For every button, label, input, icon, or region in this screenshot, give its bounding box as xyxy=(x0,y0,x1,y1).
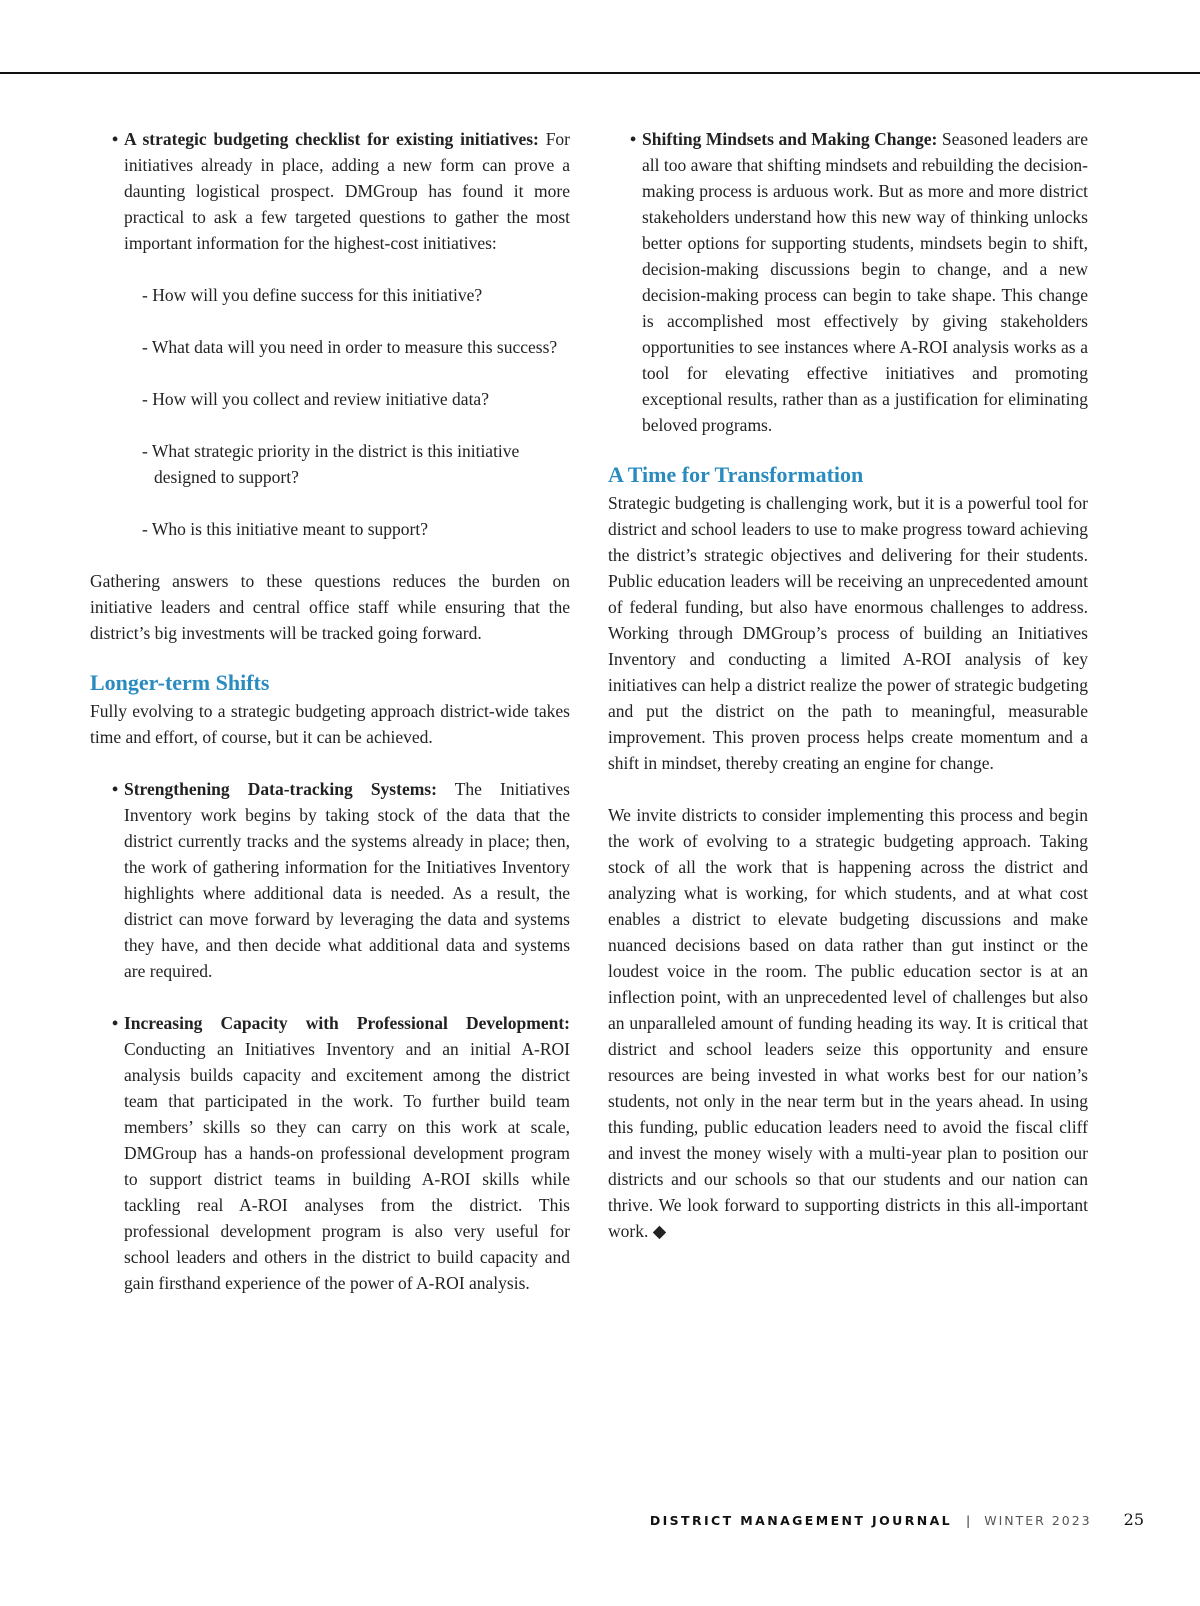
issue-label: WINTER 2023 xyxy=(984,1513,1092,1528)
page-number: 25 xyxy=(1123,1510,1144,1529)
bullet-title: Strengthening Data-tracking Systems: xyxy=(124,779,437,799)
question-item: - What data will you need in order to measure this success? xyxy=(142,337,558,357)
left-column xyxy=(90,126,570,1296)
section-heading: Longer-term Shifts xyxy=(90,670,270,695)
paragraph: Gathering answers to these questions reduces the burden on initiative leaders and central office staff while ensuring that the district’s big investments will be tracked going forward. xyxy=(90,571,570,643)
bullet-title: Increasing Capacity with Professional Development: xyxy=(124,1013,570,1033)
question-item: - Who is this initiative meant to support? xyxy=(142,519,428,539)
mindsets-bullet xyxy=(608,126,1088,438)
paragraph: Fully evolving to a strategic budgeting approach district-wide takes time and effort, of course, but it can be achieved. xyxy=(90,701,570,747)
paragraph: We invite districts to consider implementing this process and begin the work of evolving to a strategic budgeting approach. Taking stock of all the work that is happening across the district and analyzing what is working, for which students, and at what cost enables a district to elevate budgeting discussions and make nuanced decisions based on data rather than gut instinct or the loudest voice in the room. The public education sector is at an inflection point, with an unprecedented level of challenges but also an unparalleled amount of funding heading its way. It is critical that district and school leaders seize this opportunity and ensure resources are being invested in what works best for our nation’s students, not only in the near term but in the years ahead. In using this funding, public education leaders need to avoid the fiscal cliff and invest the money wisely with a multi-year plan to position our districts and our schools so that our students and our nation can thrive. We look forward to supporting districts in this all-important work. ◆ xyxy=(608,805,1088,1241)
question-item: - What strategic priority in the district is this initiative designed to support? xyxy=(142,441,520,487)
data-tracking-bullet xyxy=(90,776,570,984)
bullet-body: The Initiatives Inventory work begins by taking stock of the data that the district currently tracks and the systems already in place; then, the work of gathering information for the Initiatives Inventory highlights where additional data is needed. As a result, the district can move forward by leveraging the data and systems they have, and then decide what additional data and systems are required. xyxy=(124,779,570,981)
bullet-title: Shifting Mindsets and Making Change: xyxy=(642,129,938,149)
journal-name: DISTRICT MANAGEMENT JOURNAL xyxy=(649,1513,953,1528)
question-item: - How will you collect and review initiative data? xyxy=(142,389,489,409)
section-heading: A Time for Transformation xyxy=(608,462,864,487)
footer-separator: | xyxy=(966,1513,971,1528)
top-rule xyxy=(0,72,1200,74)
paragraph: Strategic budgeting is challenging work, but it is a powerful tool for district and school leaders to use to make progress toward achieving the district’s strategic objectives and delivering for their students. Public education leaders will be receiving an unprecedented amount of federal funding, but also have enormous challenges to address. Working through DMGroup’s process of building an Initiatives Inventory and conducting a limited A-ROI analysis of key initiatives can help a district realize the power of strategic budgeting and put the district on the path to meaningful, measurable improvement. This proven process helps create momentum and a shift in mindset, thereby creating an engine for change. xyxy=(608,493,1088,773)
bullet-body: For initiatives already in place, adding a new form can prove a daunting logistical prospect. DMGroup has found it more practical to ask a few targeted questions to gather the most important information for the highest-cost initiatives: xyxy=(124,129,571,253)
capacity-bullet xyxy=(90,1010,570,1296)
page-footer xyxy=(650,1510,1144,1532)
question-item: - How will you define success for this initiative? xyxy=(142,285,483,305)
checklist-bullet xyxy=(90,126,570,256)
bullet-title: A strategic budgeting checklist for existing initiatives: xyxy=(124,129,539,149)
bullet-body: Seasoned leaders are all too aware that shifting mindsets and rebuilding the decision-making process is arduous work. But as more and more district stakeholders understand how this new way of thinking unlocks better options for supporting students, mindsets begin to shift, decision-making discussions begin to change, and a new decision-making process can begin to take shape. This change is accomplished most effectively by giving stakeholders opportunities to see instances where A-ROI analysis works as a tool for elevating effective initiatives and promoting exceptional results, rather than as a justification for eliminating beloved programs. xyxy=(642,129,1088,435)
bullet-body: Conducting an Initiatives Inventory and an initial A-ROI analysis builds capacity and excitement among the district team that participated in the work. To further build team members’ skills so they can carry on this work at scale, DMGroup has a hands-on professional development program to support district teams in building A-ROI skills while tackling real A-ROI analyses from the district. This professional development program is also very useful for school leaders and others in the district to build capacity and gain firsthand experience of the power of A-ROI analysis. xyxy=(124,1039,570,1293)
right-column xyxy=(608,126,1088,1244)
